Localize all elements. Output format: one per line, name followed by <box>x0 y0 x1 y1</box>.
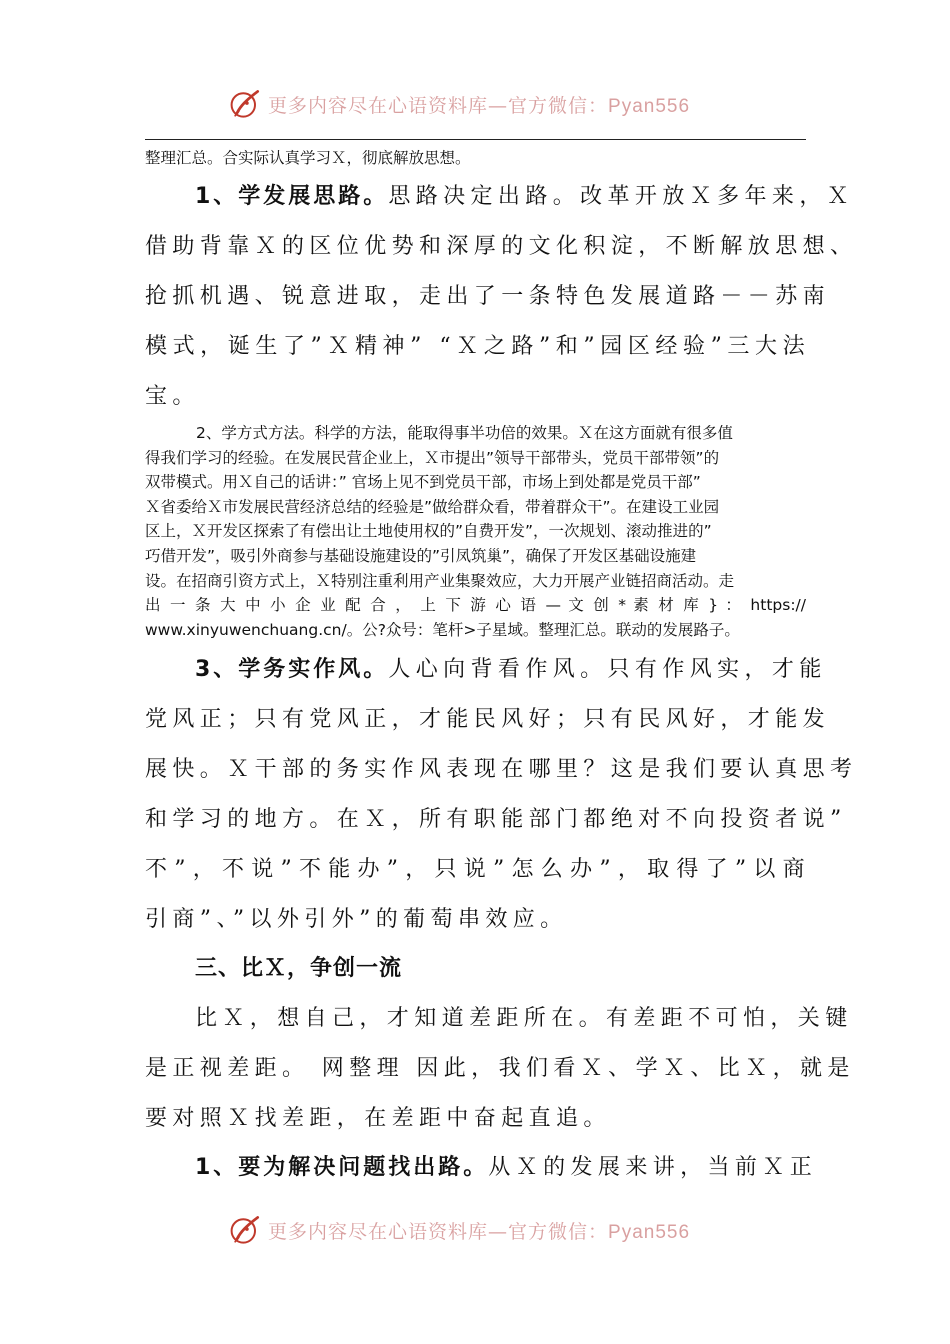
section-solve-problems <box>145 1143 818 1193</box>
paragraph-compare-line: 要对照Ｘ找差距，在差距中奋起直追。 <box>145 1106 611 1131</box>
wechat-id: Pyan556 <box>608 95 691 117</box>
header-banner <box>228 84 748 124</box>
banner-text: 更多内容尽在心语资料库—官方微信：Pyan556 <box>268 94 691 117</box>
section-2-learn-methods <box>145 421 806 642</box>
section-1-line: 模式，诞生了”Ｘ精神” “Ｘ之路”和”园区经验”三大法 <box>145 334 810 359</box>
header-rule <box>145 139 806 140</box>
section-2-line: 双带模式。用Ｘ自己的话讲：” 官场上见不到党员干部，市场上到处都是党员干部” <box>145 473 701 492</box>
brush-pen-logo-icon <box>228 1212 264 1248</box>
paragraph-compare-line: 比Ｘ，想自己，才知道差距所在。有差距不可怕，关键 <box>195 1006 853 1031</box>
paragraph-compare <box>145 994 855 1144</box>
section-2-line: 巧借开发”，吸引外商参与基础设施建设的”引凤筑巢”，确保了开发区基础设施建 <box>145 546 697 565</box>
section-1-lead: 1、学发展思路。 <box>195 184 389 209</box>
section-3-line: 和学习的地方。在Ｘ，所有职能部门都绝对不向投资者说” <box>145 807 847 832</box>
section-1-line: 借助背靠Ｘ的区位优势和深厚的文化积淀，不断解放思想、 <box>145 234 858 259</box>
section-solve-rest: 从Ｘ的发展来讲，当前Ｘ正 <box>488 1155 818 1180</box>
section-3-learn-practical-style <box>145 645 858 945</box>
section-3-lead: 3、学务实作风。 <box>195 657 389 682</box>
banner-text: 更多内容尽在心语资料库—官方微信：Pyan556 <box>268 1220 691 1243</box>
section-2-line: Ｘ省委给Ｘ市发展民营经济总结的经验是”做给群众看，带着群众干”。在建设工业园 <box>145 497 720 516</box>
section-3-line: 展快。Ｘ干部的务实作风表现在哪里？这是我们要认真思考 <box>145 757 858 782</box>
paragraph-compare-line: 是正视差距。 网整理 因此，我们看Ｘ、学Ｘ、比Ｘ，就是 <box>145 1056 855 1081</box>
section-solve-lead: 1、要为解决问题找出路。 <box>195 1155 489 1180</box>
wechat-id: Pyan556 <box>608 1221 691 1243</box>
section-1-line: 思路决定出路。改革开放Ｘ多年来，Ｘ <box>388 184 855 209</box>
section-3-line: 引商”、”以外引外”的葡萄串效应。 <box>145 907 568 932</box>
section-1-line: 抢抓机遇、锐意进取，走出了一条特色发展道路－－苏南 <box>145 284 831 309</box>
top-line: 整理汇总。合实际认真学习Ｘ，彻底解放思想。 <box>145 149 471 167</box>
section-3-line: 党风正；只有党风正，才能民风好；只有民风好，才能发 <box>145 707 831 732</box>
section-1-line: 宝。 <box>145 384 200 409</box>
section-2-line: 得我们学习的经验。在发展民营企业上，Ｘ市提出”领导干部带头，党员干部带领”的 <box>145 448 720 467</box>
section-3-line: 人心向背看作风。只有作风实，才能 <box>388 657 827 682</box>
section-2-line: 2、学方式方法。科学的方法，能取得事半功倍的效果。Ｘ在这方面就有很多值 <box>196 424 733 442</box>
footer-banner <box>228 1210 748 1250</box>
section-2-line: www.xinyuwenchuang.cn/。公?众号：笔杆>子星域。整理汇总。联动的发展路子。 <box>145 620 740 639</box>
section-2-line: 区上，Ｘ开发区探索了有偿出让土地使用权的”自费开发”，一次规划、滚动推进的” <box>145 522 712 541</box>
section-1-learn-development-ideas <box>145 172 858 422</box>
brush-pen-logo-icon <box>228 86 264 122</box>
section-2-line: 设。在招商引资方式上，Ｘ特别注重利用产业集聚效应，大力开展产业链招商活动。走 <box>145 571 735 590</box>
heading-compare-strive-first-class: 三、比Ｘ，争创一流 <box>195 956 403 981</box>
section-2-line: 出 一 条 大 中 小 企 业 配 合 ， 上 下 游 心 语 — 文 创 * 素 材 库 } ： https:// <box>145 596 806 615</box>
section-3-line: 不”，不说”不能办”，只说”怎么办”，取得了”以商 <box>145 857 810 882</box>
